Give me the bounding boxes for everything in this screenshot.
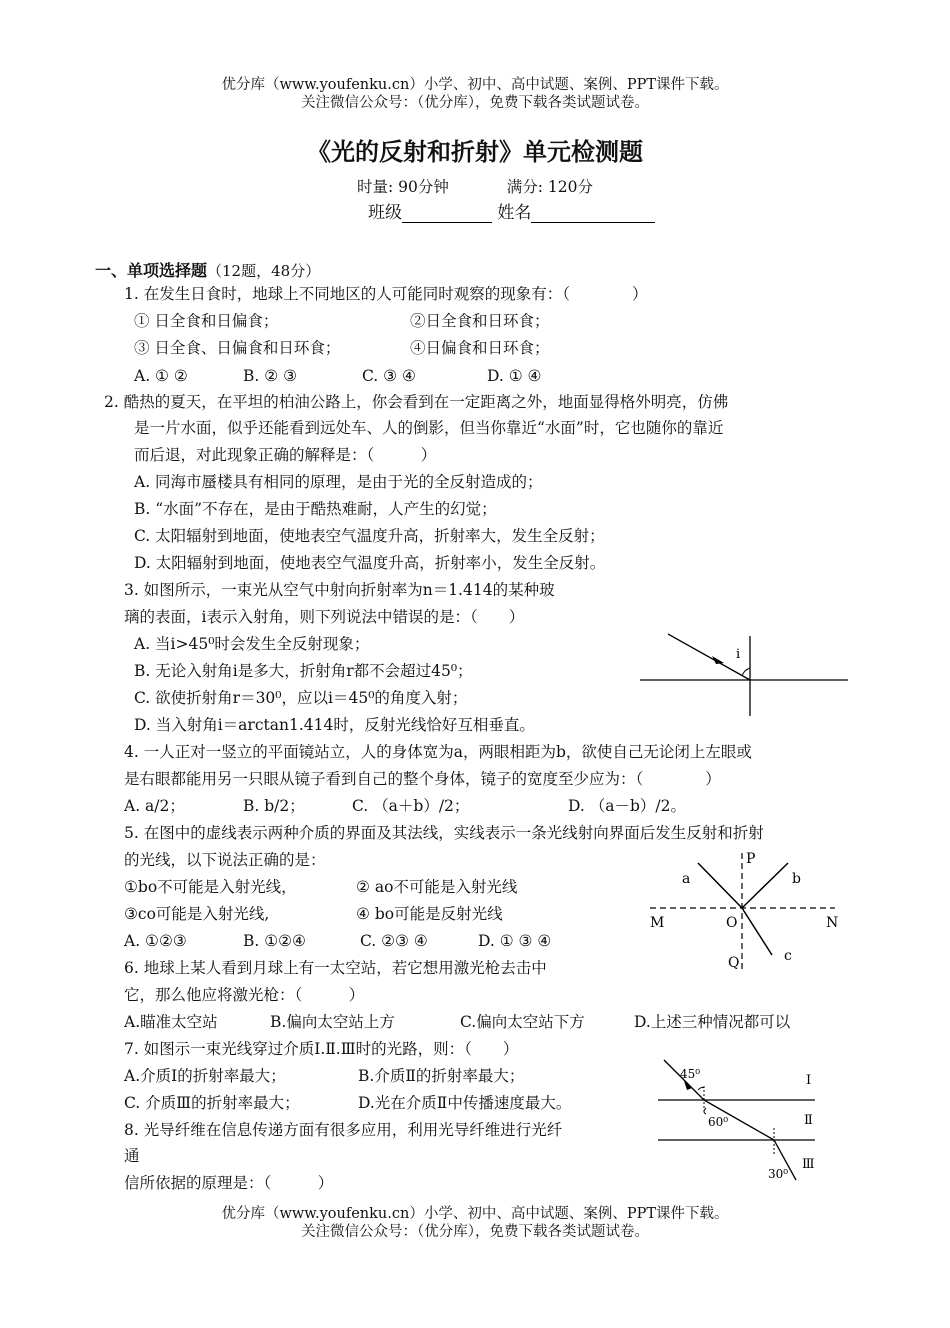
q2-option-d[interactable]: D. 太阳辐射到地面，使地表空气温度升高，折射率小，发生全反射。: [134, 554, 606, 572]
class-field[interactable]: [402, 206, 492, 223]
q5-label-m: M: [650, 915, 665, 931]
q1-item-1: ① 日全食和日偏食；: [134, 312, 279, 330]
q6-line-1: 6. 地球上某人看到月球上有一太空站，若它想用激光枪去击中: [124, 959, 547, 977]
q6-option-d[interactable]: D.上述三种情况都可以: [634, 1013, 791, 1031]
q1-item-4: ④日偏食和日环食；: [410, 339, 550, 357]
footer-line-2: 关注微信公众号：（优分库），免费下载各类试题试卷。: [301, 1224, 649, 1240]
q4-option-d[interactable]: D. （a－b）/2。: [568, 797, 686, 815]
q3-option-b[interactable]: B. 无论入射角i是多大，折射角r都不会超过45⁰；: [134, 662, 473, 680]
q5-ray-co: [742, 908, 772, 955]
q5-ray-bo: [742, 863, 788, 908]
q2-option-b[interactable]: B. “水面”不存在，是由于酷热难耐，人产生的幻觉；: [134, 500, 497, 518]
q7-angle-60: 60⁰: [708, 1115, 729, 1129]
page-title: 《光的反射和折射》单元检测题: [307, 138, 643, 166]
q5-figure: [640, 845, 850, 973]
q7-angle-45: 45⁰: [680, 1067, 701, 1081]
q5-option-a[interactable]: A. ①②③: [124, 932, 187, 950]
name-field[interactable]: [531, 206, 655, 223]
q2-line-1: 2. 酷热的夏天，在平坦的柏油公路上，你会看到在一定距离之外，地面显得格外明亮，仿佛: [104, 393, 729, 411]
q4-option-b[interactable]: B. b/2；: [243, 797, 305, 815]
class-label: 班级: [368, 203, 402, 223]
header-line-2: 关注微信公众号：（优分库），免费下载各类试题试卷。: [301, 95, 649, 111]
q2-option-a[interactable]: A. 同海市蜃楼具有相同的原理，是由于光的全反射造成的；: [134, 473, 543, 491]
q7-option-b[interactable]: B.介质Ⅱ的折射率最大；: [358, 1067, 525, 1085]
q6-option-b[interactable]: B.偏向太空站上方: [270, 1013, 395, 1031]
q5-line-1: 5. 在图中的虚线表示两种介质的界面及其法线，实线表示一条光线射向界面后发生反射和折射: [124, 824, 764, 842]
q5-label-n: N: [826, 915, 839, 931]
q3-line-1: 3. 如图所示，一束光从空气中射向折射率为n＝1.414的某种玻: [124, 581, 555, 599]
q3-option-c[interactable]: C. 欲使折射角r＝30⁰，应以i＝45⁰的角度入射；: [134, 689, 468, 707]
q5-item-3: ③co可能是入射光线,: [124, 905, 270, 923]
q5-label-a: a: [682, 871, 691, 887]
q5-label-p: P: [746, 851, 756, 867]
q1-item-2: ②日全食和日环食；: [410, 312, 550, 330]
q8-line-2: 通: [124, 1147, 140, 1165]
q1-option-b[interactable]: B. ② ③: [243, 367, 297, 385]
q7-option-a[interactable]: A.介质Ⅰ的折射率最大；: [124, 1067, 286, 1085]
section-title: 一、单项选择题: [95, 261, 208, 280]
section-note: （12题，48分）: [207, 262, 321, 280]
q4-line-2: 是右眼都能用另一只眼从镜子看到自己的整个身体，镜子的宽度至少应为：（ ）: [124, 770, 721, 788]
q7-medium-3-label: Ⅲ: [802, 1157, 815, 1172]
name-label: 姓名: [497, 203, 532, 223]
section-heading: [95, 258, 320, 281]
q5-ray-ao: [698, 863, 742, 908]
q5-line-2: 的光线，以下说法正确的是：: [124, 851, 326, 869]
q7-angle-arc-1: [698, 1087, 704, 1090]
q7-option-c[interactable]: C. 介质Ⅲ的折射率最大；: [124, 1094, 300, 1112]
q5-label-o: O: [726, 915, 738, 931]
q8-line-3: 信所依据的原理是：（ ）: [124, 1174, 334, 1192]
q1-stem: 1. 在发生日食时，地球上不同地区的人可能同时观察的现象有：（ ）: [124, 285, 648, 303]
q7-figure: [650, 1052, 825, 1184]
q7-medium-2-label: Ⅱ: [804, 1113, 813, 1128]
q7-ray-arrow: [684, 1081, 692, 1090]
q2-line-2: 是一片水面，似乎还能看到远处车、人的倒影，但当你靠近“水面”时，它也随你的靠近: [134, 419, 724, 437]
q3-figure: [630, 620, 860, 720]
q5-option-d[interactable]: D. ① ③ ④: [478, 932, 552, 950]
q5-label-c: c: [784, 948, 792, 964]
q7-option-d[interactable]: D.光在介质Ⅱ中传播速度最大。: [358, 1094, 572, 1112]
footer-line-1: 优分库（www.youfenku.cn）小学、初中、高中试题、案例、PPT课件下载。: [221, 1206, 729, 1222]
q6-option-a[interactable]: A.瞄准太空站: [124, 1013, 218, 1031]
q1-option-c[interactable]: C. ③ ④: [362, 367, 416, 385]
q1-option-a[interactable]: A. ① ②: [134, 367, 188, 385]
q5-label-q: Q: [728, 955, 740, 971]
q3-option-d[interactable]: D. 当入射角i＝arctan1.414时，反射光线恰好互相垂直。: [134, 716, 535, 734]
q2-line-3: 而后退，对此现象正确的解释是：（ ）: [134, 446, 437, 464]
q5-item-4: ④ bo可能是反射光线: [356, 905, 503, 923]
q3-line-2: 璃的表面，i表示入射角，则下列说法中错误的是：（ ）: [124, 608, 525, 626]
exam-meta: [0, 177, 950, 197]
q4-line-1: 4. 一人正对一竖立的平面镜站立，人的身体宽为a，两眼相距为b，欲使自己无论闭上左眼或: [124, 743, 752, 761]
q3-angle-arc: [742, 668, 750, 676]
q2-option-c[interactable]: C. 太阳辐射到地面，使地表空气温度升高，折射率大，发生全反射；: [134, 527, 605, 545]
q5-item-1: ①bo不可能是入射光线，: [124, 878, 297, 896]
q5-label-b: b: [792, 871, 801, 887]
q7-medium-1-label: Ⅰ: [806, 1073, 812, 1088]
q4-option-c[interactable]: C. （a＋b）/2；: [352, 797, 470, 815]
q8-line-1: 8. 光导纤维在信息传递方面有很多应用，利用光导纤维进行光纤: [124, 1121, 563, 1139]
q1-item-3: ③ 日全食、日偏食和日环食；: [134, 339, 341, 357]
q7-angle-30: 30⁰: [768, 1167, 789, 1181]
q5-item-2: ② ao不可能是入射光线: [356, 878, 518, 896]
q6-option-c[interactable]: C.偏向太空站下方: [460, 1013, 585, 1031]
q7-stem: 7. 如图示一束光线穿过介质Ⅰ.Ⅱ.Ⅲ时的光路，则：（ ）: [124, 1040, 519, 1058]
header-line-1: 优分库（www.youfenku.cn）小学、初中、高中试题、案例、PPT课件下载。: [221, 77, 729, 93]
time-limit: 时量: 90分钟: [357, 178, 449, 196]
q4-option-a[interactable]: A. a/2；: [124, 797, 185, 815]
q3-option-a[interactable]: A. 当i>45⁰时会发生全反射现象；: [134, 635, 370, 653]
q6-line-2: 它，那么他应将激光枪：（ ）: [124, 986, 365, 1004]
q3-label-i: i: [736, 647, 741, 662]
q1-option-d[interactable]: D. ① ④: [487, 367, 542, 385]
student-info: [368, 203, 655, 223]
q5-option-c[interactable]: C. ②③ ④: [360, 932, 428, 950]
full-score: 满分: 120分: [506, 178, 593, 196]
q5-option-b[interactable]: B. ①②④: [243, 932, 306, 950]
q7-angle-arc-2: [704, 1108, 706, 1114]
